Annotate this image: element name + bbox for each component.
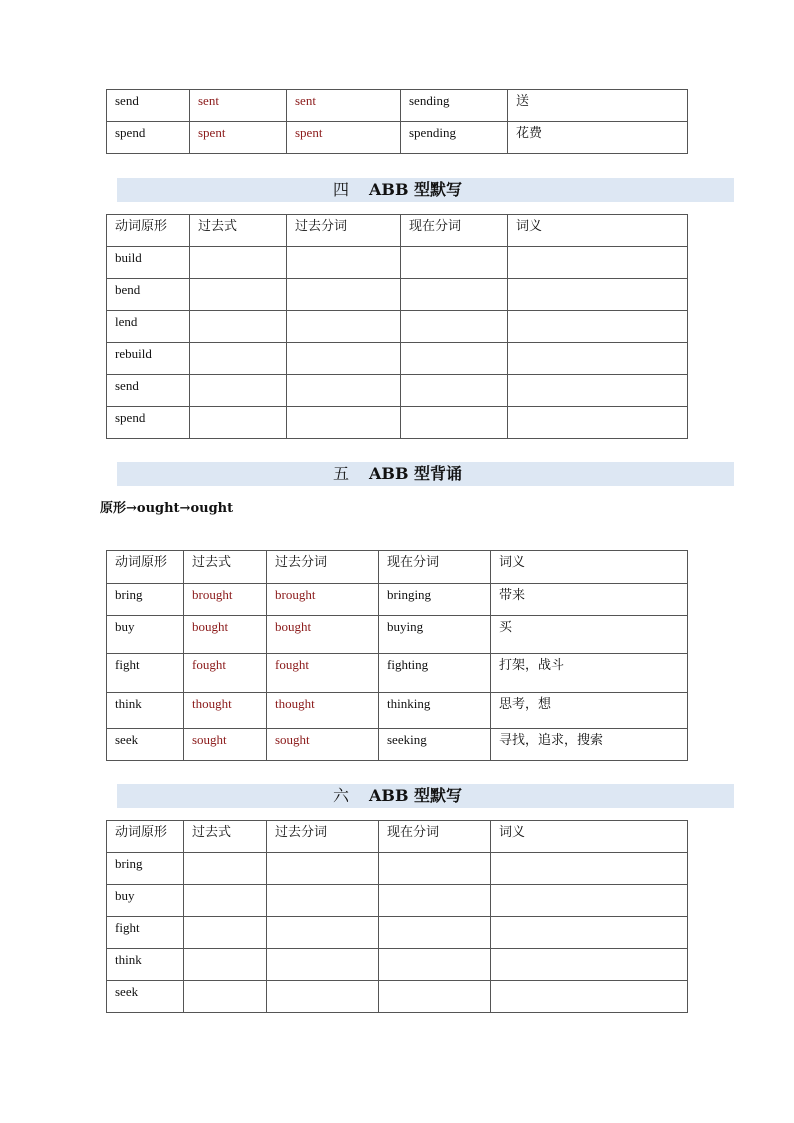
table-cell: bringing (379, 584, 491, 616)
column-header: 词义 (491, 551, 688, 584)
blank-cell[interactable] (491, 853, 688, 885)
table-cell: fought (184, 654, 267, 693)
blank-cell[interactable] (401, 279, 508, 311)
blank-cell[interactable] (287, 279, 401, 311)
table-cell: fight (107, 917, 184, 949)
table-cell: fighting (379, 654, 491, 693)
table-cell: think (107, 949, 184, 981)
column-header: 过去式 (184, 821, 267, 853)
table-cell: brought (267, 584, 379, 616)
table-cell: spend (107, 122, 190, 154)
table-row (107, 917, 688, 949)
blank-cell[interactable] (379, 981, 491, 1013)
blank-cell[interactable] (379, 917, 491, 949)
table-cell: 带来 (491, 584, 688, 616)
blank-cell[interactable] (379, 853, 491, 885)
blank-cell[interactable] (287, 343, 401, 375)
dictation-table-ought (106, 820, 688, 1013)
section-heading-4 (117, 178, 734, 202)
table-cell: buy (107, 885, 184, 917)
table-header-row (107, 821, 688, 853)
section-title: ABB 型默写 (369, 180, 463, 199)
table-cell: 思考，想 (491, 693, 688, 729)
blank-cell[interactable] (508, 247, 688, 279)
table-row (107, 853, 688, 885)
table-cell: thought (184, 693, 267, 729)
column-header: 过去分词 (267, 821, 379, 853)
table-cell: sought (267, 729, 379, 761)
dictation-table-abb (106, 214, 688, 439)
blank-cell[interactable] (401, 375, 508, 407)
blank-cell[interactable] (508, 279, 688, 311)
section-number: 六 (333, 786, 350, 805)
blank-cell[interactable] (287, 247, 401, 279)
blank-cell[interactable] (401, 247, 508, 279)
blank-cell[interactable] (190, 247, 287, 279)
blank-cell[interactable] (401, 407, 508, 439)
table-cell: fought (267, 654, 379, 693)
table-cell: seeking (379, 729, 491, 761)
column-header: 动词原形 (107, 821, 184, 853)
table-row (107, 122, 688, 154)
table-row (107, 584, 688, 616)
blank-cell[interactable] (267, 853, 379, 885)
blank-cell[interactable] (491, 885, 688, 917)
answer-table-ought (106, 550, 688, 761)
section-heading-5 (117, 462, 734, 486)
table-cell: send (107, 90, 190, 122)
table-cell: seek (107, 981, 184, 1013)
table-row (107, 654, 688, 693)
table-row (107, 729, 688, 761)
section-title: ABB 型默写 (369, 786, 463, 805)
column-header: 词义 (491, 821, 688, 853)
table-cell: fight (107, 654, 184, 693)
blank-cell[interactable] (184, 885, 267, 917)
table-cell: seek (107, 729, 184, 761)
table-cell: bought (267, 616, 379, 654)
section-heading-6 (117, 784, 734, 808)
table-cell: think (107, 693, 184, 729)
table-cell: rebuild (107, 343, 190, 375)
blank-cell[interactable] (379, 949, 491, 981)
table-row (107, 885, 688, 917)
column-header: 过去式 (190, 215, 287, 247)
blank-cell[interactable] (508, 407, 688, 439)
blank-cell[interactable] (287, 311, 401, 343)
table-cell: brought (184, 584, 267, 616)
table-cell: 打架，战斗 (491, 654, 688, 693)
blank-cell[interactable] (401, 343, 508, 375)
table-row (107, 616, 688, 654)
table-cell: thinking (379, 693, 491, 729)
blank-cell[interactable] (184, 981, 267, 1013)
section-number: 四 (333, 180, 350, 199)
table-cell: sent (287, 90, 401, 122)
blank-cell[interactable] (190, 407, 287, 439)
table-row (107, 981, 688, 1013)
column-header: 现在分词 (401, 215, 508, 247)
table-cell: sent (190, 90, 287, 122)
table-row (107, 311, 688, 343)
table-header-row (107, 551, 688, 584)
table-cell: sought (184, 729, 267, 761)
table-cell: spent (287, 122, 401, 154)
column-header: 词义 (508, 215, 688, 247)
table-cell: buy (107, 616, 184, 654)
table-cell: 送 (508, 90, 688, 122)
table-cell: lend (107, 311, 190, 343)
blank-cell[interactable] (508, 311, 688, 343)
blank-cell[interactable] (184, 917, 267, 949)
table-row (107, 407, 688, 439)
blank-cell[interactable] (401, 311, 508, 343)
blank-cell[interactable] (379, 885, 491, 917)
table-cell: 买 (491, 616, 688, 654)
table-cell: spending (401, 122, 508, 154)
table-cell: send (107, 375, 190, 407)
blank-cell[interactable] (184, 949, 267, 981)
blank-cell[interactable] (267, 981, 379, 1013)
column-header: 过去式 (184, 551, 267, 584)
blank-cell[interactable] (508, 343, 688, 375)
blank-cell[interactable] (287, 407, 401, 439)
table-cell: 花费 (508, 122, 688, 154)
table-cell: bring (107, 853, 184, 885)
table-row (107, 343, 688, 375)
column-header: 动词原形 (107, 215, 190, 247)
blank-cell[interactable] (287, 375, 401, 407)
section-title: ABB 型背诵 (369, 464, 463, 483)
pattern-rule: 原形→ought→ought (100, 501, 234, 516)
blank-cell[interactable] (190, 311, 287, 343)
blank-cell[interactable] (190, 279, 287, 311)
column-header: 过去分词 (287, 215, 401, 247)
blank-cell[interactable] (267, 949, 379, 981)
table-cell: 寻找，追求，搜索 (491, 729, 688, 761)
column-header: 过去分词 (267, 551, 379, 584)
table-cell: build (107, 247, 190, 279)
table-cell: spend (107, 407, 190, 439)
answer-table-abb-tail (106, 89, 688, 154)
blank-cell[interactable] (491, 917, 688, 949)
blank-cell[interactable] (508, 375, 688, 407)
column-header: 动词原形 (107, 551, 184, 584)
table-row (107, 247, 688, 279)
section-number: 五 (333, 464, 350, 483)
table-cell: bought (184, 616, 267, 654)
blank-cell[interactable] (267, 885, 379, 917)
blank-cell[interactable] (491, 981, 688, 1013)
column-header: 现在分词 (379, 821, 491, 853)
table-cell: bring (107, 584, 184, 616)
table-header-row (107, 215, 688, 247)
table-cell: bend (107, 279, 190, 311)
blank-cell[interactable] (190, 343, 287, 375)
table-cell: sending (401, 90, 508, 122)
blank-cell[interactable] (267, 917, 379, 949)
column-header: 现在分词 (379, 551, 491, 584)
table-row (107, 279, 688, 311)
blank-cell[interactable] (491, 949, 688, 981)
table-cell: buying (379, 616, 491, 654)
table-row (107, 375, 688, 407)
blank-cell[interactable] (190, 375, 287, 407)
table-cell: spent (190, 122, 287, 154)
table-cell: thought (267, 693, 379, 729)
table-row (107, 693, 688, 729)
table-row (107, 949, 688, 981)
blank-cell[interactable] (184, 853, 267, 885)
table-row (107, 90, 688, 122)
